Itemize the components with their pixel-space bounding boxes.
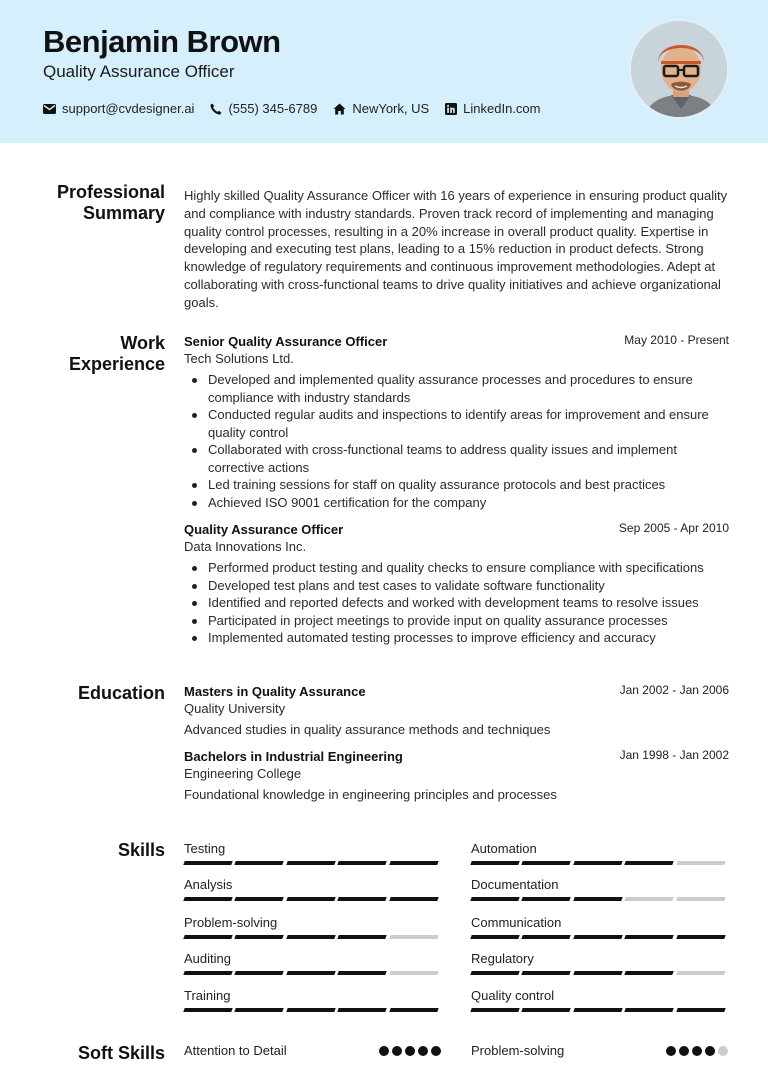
skill-level-segment xyxy=(573,935,623,939)
skill-level-segment xyxy=(624,897,674,901)
linkedin-icon xyxy=(445,103,457,115)
candidate-name: Benjamin Brown xyxy=(43,24,281,59)
skill-level-segment xyxy=(337,861,387,865)
skill-level-segment xyxy=(183,971,233,975)
skill-level-segment xyxy=(676,971,726,975)
skill-level-bars xyxy=(471,861,728,865)
skill-level-segment xyxy=(676,935,726,939)
skill-level-segment xyxy=(389,897,439,901)
job-dates: May 2010 - Present xyxy=(624,333,729,347)
skill-name: Training xyxy=(184,988,231,1003)
skill-item xyxy=(471,951,728,975)
skill-level-segment xyxy=(470,861,520,865)
skill-level-segment xyxy=(286,897,336,901)
skill-level-segment xyxy=(389,861,439,865)
skill-level-segment xyxy=(573,861,623,865)
section-title-education: Education xyxy=(77,683,165,703)
section-title-skills: Skills xyxy=(117,840,165,860)
skill-level-segment xyxy=(337,935,387,939)
rating-dot xyxy=(705,1046,715,1056)
skill-item xyxy=(471,877,728,901)
list-item: Participated in project meetings to provide input on quality assurance processes xyxy=(208,612,729,630)
section-title-soft-skills: Soft Skills xyxy=(77,1043,165,1063)
rating-dot xyxy=(418,1046,428,1056)
job-role: Senior Quality Assurance Officer xyxy=(184,334,388,349)
skill-level-segment xyxy=(624,971,674,975)
contact-location-text: NewYork, US xyxy=(352,101,430,116)
contact-phone-text: (555) 345-6789 xyxy=(228,101,318,116)
skill-level-segment xyxy=(235,861,285,865)
skill-level-segment xyxy=(286,935,336,939)
rating-dot xyxy=(379,1046,389,1056)
skill-item xyxy=(184,841,441,865)
job-entry xyxy=(184,333,729,511)
contact-email-text: support@cvdesigner.ai xyxy=(62,101,195,116)
job-entry xyxy=(184,521,729,647)
rating-dot xyxy=(679,1046,689,1056)
skill-item xyxy=(184,951,441,975)
degree-name: Bachelors in Industrial Engineering xyxy=(184,749,403,764)
skill-level-segment xyxy=(624,861,674,865)
skill-level-segment xyxy=(235,935,285,939)
skill-item xyxy=(184,877,441,901)
job-company: Data Innovations Inc. xyxy=(184,539,307,554)
skill-name: Regulatory xyxy=(471,951,534,966)
education-dates: Jan 2002 - Jan 2006 xyxy=(619,683,729,697)
resume-header xyxy=(0,0,768,143)
education-entry xyxy=(184,748,729,802)
rating-dot xyxy=(666,1046,676,1056)
skill-name: Testing xyxy=(184,841,226,856)
summary-text: Highly skilled Quality Assurance Officer with 16 years of experience in ensuring product quality and compliance with industry standards. Proven track record of implementing and managing quality control processes, resulting in a 20% increase in overall product quality. Expertise in developing and executing test plans, leading to a 15% reduction in product defects. Strong knowledge of regulatory requirements and continuous improvement methodologies. Adept at collaborating with cross-functional teams to drive quality initiatives and achieve organizational goals. xyxy=(184,188,728,310)
rating-dot xyxy=(692,1046,702,1056)
school-name: Quality University xyxy=(184,701,286,716)
skill-level-bars xyxy=(471,935,728,939)
skill-item xyxy=(471,915,728,939)
skill-item xyxy=(184,988,441,1012)
envelope-icon xyxy=(43,104,56,114)
soft-skill-name: Problem-solving xyxy=(471,1043,565,1058)
rating-dot xyxy=(405,1046,415,1056)
phone-icon xyxy=(210,103,222,115)
degree-name: Masters in Quality Assurance xyxy=(184,684,366,699)
skill-name: Documentation xyxy=(471,877,559,892)
skill-level-segment xyxy=(183,935,233,939)
skill-level-bars xyxy=(184,935,441,939)
school-name: Engineering College xyxy=(184,766,302,781)
soft-skill-rating xyxy=(376,1046,441,1056)
skill-level-segment xyxy=(522,935,572,939)
skill-level-segment xyxy=(676,897,726,901)
education-dates: Jan 1998 - Jan 2002 xyxy=(619,748,729,762)
skill-level-segment xyxy=(337,1008,387,1012)
skill-name: Auditing xyxy=(184,951,231,966)
skill-level-segment xyxy=(470,897,520,901)
contact-location xyxy=(333,101,429,116)
home-icon xyxy=(333,103,346,115)
rating-dot xyxy=(718,1046,728,1056)
skill-level-segment xyxy=(389,935,439,939)
contact-linkedin-text: LinkedIn.com xyxy=(463,101,541,116)
skill-level-bars xyxy=(184,1008,441,1012)
skill-level-segment xyxy=(235,971,285,975)
skill-level-segment xyxy=(624,1008,674,1012)
skill-level-segment xyxy=(470,971,520,975)
skill-level-segment xyxy=(573,971,623,975)
skill-level-segment xyxy=(389,1008,439,1012)
job-dates: Sep 2005 - Apr 2010 xyxy=(618,521,729,535)
skill-name: Analysis xyxy=(184,877,233,892)
skill-level-segment xyxy=(183,1008,233,1012)
skill-level-bars xyxy=(471,971,728,975)
list-item: Collaborated with cross-functional teams to address quality issues and implement corrective actions xyxy=(208,441,729,476)
skill-item xyxy=(184,915,441,939)
rating-dot xyxy=(392,1046,402,1056)
skill-level-bars xyxy=(184,971,441,975)
education-description: Advanced studies in quality assurance methods and techniques xyxy=(184,722,551,737)
skill-level-segment xyxy=(286,1008,336,1012)
skill-level-segment xyxy=(676,861,726,865)
skill-level-segment xyxy=(337,971,387,975)
skill-level-bars xyxy=(184,861,441,865)
skill-level-segment xyxy=(183,897,233,901)
skill-level-segment xyxy=(573,897,623,901)
job-company: Tech Solutions Ltd. xyxy=(184,351,294,366)
contact-linkedin[interactable] xyxy=(445,101,540,116)
list-item: Developed test plans and test cases to validate software functionality xyxy=(208,577,729,595)
skill-level-segment xyxy=(470,935,520,939)
skill-level-segment xyxy=(337,897,387,901)
job-role: Quality Assurance Officer xyxy=(184,522,344,537)
soft-skill-item xyxy=(471,1043,728,1058)
job-bullets xyxy=(184,559,729,647)
skill-item xyxy=(471,841,728,865)
skill-level-bars xyxy=(471,897,728,901)
rating-dot xyxy=(431,1046,441,1056)
list-item: Led training sessions for staff on quality assurance protocols and best practices xyxy=(208,476,729,494)
skill-level-segment xyxy=(183,861,233,865)
skill-name: Problem-solving xyxy=(184,915,278,930)
skill-level-segment xyxy=(286,971,336,975)
skill-level-segment xyxy=(522,1008,572,1012)
skill-level-segment xyxy=(522,897,572,901)
list-item: Performed product testing and quality checks to ensure compliance with specifications xyxy=(208,559,729,577)
skill-level-segment xyxy=(522,971,572,975)
education-section xyxy=(184,683,729,802)
section-title-experience: Work Experience xyxy=(68,333,165,374)
education-entry xyxy=(184,683,729,737)
experience-section xyxy=(184,333,729,647)
contact-email[interactable] xyxy=(43,101,194,116)
skill-level-bars xyxy=(471,1008,728,1012)
skill-level-segment xyxy=(286,861,336,865)
list-item: Identified and reported defects and worked with development teams to resolve issues xyxy=(208,594,729,612)
skill-level-segment xyxy=(470,1008,520,1012)
skill-level-segment xyxy=(389,971,439,975)
skill-level-bars xyxy=(184,897,441,901)
skill-level-segment xyxy=(624,935,674,939)
soft-skill-rating xyxy=(663,1046,728,1056)
soft-skill-item xyxy=(184,1043,441,1058)
skill-level-segment xyxy=(235,1008,285,1012)
summary-section xyxy=(184,187,729,312)
skill-item xyxy=(471,988,728,1012)
list-item: Conducted regular audits and inspections to identify areas for improvement and ensure quality control xyxy=(208,406,729,441)
education-description: Foundational knowledge in engineering principles and processes xyxy=(184,787,557,802)
job-bullets xyxy=(184,371,729,511)
list-item: Implemented automated testing processes to improve efficiency and accuracy xyxy=(208,629,729,647)
contact-phone[interactable] xyxy=(210,101,317,116)
candidate-title: Quality Assurance Officer xyxy=(43,62,235,81)
section-title-summary: Professional Summary xyxy=(56,182,165,223)
soft-skill-name: Attention to Detail xyxy=(184,1043,287,1058)
skill-level-segment xyxy=(522,861,572,865)
list-item: Achieved ISO 9001 certification for the company xyxy=(208,494,729,512)
skill-name: Quality control xyxy=(471,988,555,1003)
skill-level-segment xyxy=(676,1008,726,1012)
skill-name: Communication xyxy=(471,915,562,930)
contact-bar xyxy=(43,101,557,116)
skill-level-segment xyxy=(573,1008,623,1012)
skill-level-segment xyxy=(235,897,285,901)
profile-photo xyxy=(629,19,729,119)
skill-name: Automation xyxy=(471,841,537,856)
list-item: Developed and implemented quality assurance processes and procedures to ensure compliance with industry standards xyxy=(208,371,729,406)
